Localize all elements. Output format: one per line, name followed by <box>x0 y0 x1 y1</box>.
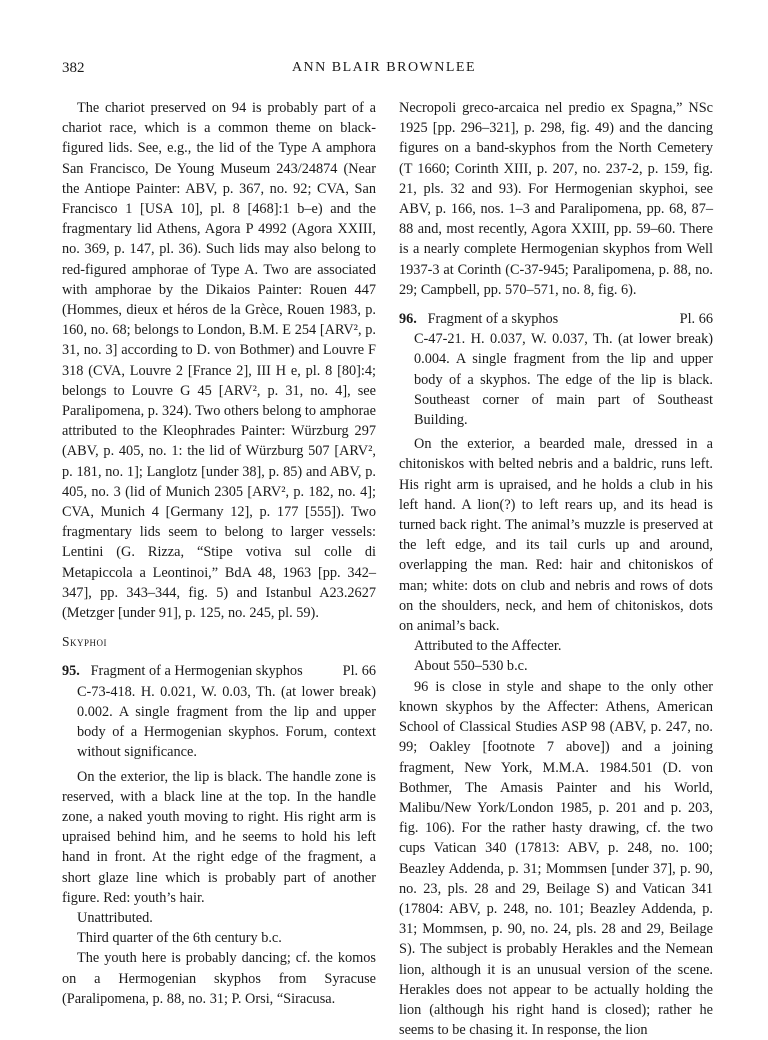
right-column <box>399 98 713 1040</box>
entry-95-number: 95. <box>62 663 80 680</box>
entry-95-catalog: C-73-418. H. 0.021, W. 0.03, Th. (at lower break) 0.002. A single fragment from the lip and upper body of a Hermogenian skyphos. Forum, context without significance. <box>77 683 376 761</box>
page-number: 382 <box>62 60 85 76</box>
left-column <box>62 98 376 1009</box>
entry-96-description: On the exterior, a bearded male, dressed in a chitoniskos with belted nebris and a baldric, runs left. His right arm is upraised, and he holds a club in his left hand. A lion(?) to left rears up, and its head is turned back right. The animal’s muzzle is preserved at the left edge, and its tail curls up and around, overlapping the man. Red: hair and chitoniskos of man; white: dots on club and nebris and rows of dots on the shoulders, neck, and hem of chitoniskos, dots on animal’s back. <box>399 436 713 635</box>
entry-96-label <box>399 309 558 329</box>
entry-95-date: Third quarter of the 6th century b.c. <box>77 930 282 947</box>
entry-96-catalog: C-47-21. H. 0.037, W. 0.037, Th. (at lower break) 0.004. A single fragment from the lip and upper body of a skyphos. The edge of the lip is black. Southeast corner of main part of Southeast Building. <box>414 331 713 429</box>
entry-96-plate: Pl. 66 <box>679 311 713 328</box>
entry-96-date: About 550–530 b.c. <box>414 658 528 675</box>
entry-96-number: 96. <box>399 311 417 328</box>
entry-95-description: On the exterior, the lip is black. The handle zone is reserved, with a black line at the top. In the handle zone, a naked youth moving to right. His right arm is upraised behind him, and he seems to hold his left hand in front. At the right edge of the fragment, a short glaze line which is probably part of another figure. Red: youth’s hair. <box>62 768 376 906</box>
entry-96-heading <box>399 309 713 329</box>
section-heading: Skyphoi <box>62 634 108 650</box>
entry-95-label <box>62 661 303 681</box>
right-continuation: Necropoli greco-arcaica nel predio ex Spagna,” NSc 1925 [pp. 296–321], p. 298, fig. 49) and the dancing figures on a band-skyphos from the North Cemetery (T 1660; Corinth XIII, p. 207, no. 237-2, p. 159, fig. 21, pls. 32 and 93). For Hermogenian skyphoi, see ABV, p. 166, nos. 1–3 and Paralipomena, pp. 68, 87–88 and, most recently, Agora XXIII, pp. 59–60. There is a nearly complete Hermogenian skyphos from Well 1937-3 at Corinth (C-37-945; Paralipomena, p. 88, no. 29; Campbell, pp. 570–571, no. 8, fig. 6). <box>399 100 713 298</box>
running-head: ANN BLAIR BROWNLEE <box>291 60 477 75</box>
entry-96-commentary: 96 is close in style and shape to the only other known skyphos by the Affecter: Athens, American School of Classical Studies ASP 98 (ABV, p. 247, no. 99; Oakley [footnote 7 above]) and a joining fragment, New York, M.M.A. 1984.501 (D. von Bothmer, The Amasis Painter and his World, Malibu/New York/London 1985, p. 201 and p. 203, fig. 106). For the rather hasty drawing, cf. the two cups Vatican 340 (17813: ABV, p. 248, no. 100; Beazley Addenda, p. 31; Mommsen [under 37], p. 90, no. 23, pls. 28 and 29, Beilage S) and Vatican 341 (17804: ABV, p. 248, no. 101; Beazley Addenda, p. 31; Mommsen, p. 90, no. 24, pls. 28 and 29, Beilage S). The subject is probably Herakles and the Nemean lion, although it is an unusual version of the scene. Herakles does not appear to be actually holding the lion (although his right hand is closed); rather he seems to be chasing it. In response, the lion <box>399 678 713 1039</box>
entry-96-title: Fragment of a skyphos <box>427 311 559 328</box>
intro-paragraph: The chariot preserved on 94 is probably part of a chariot race, which is a common theme on black-figured lids. See, e.g., the lid of the Type A amphora San Francisco, De Young Museum 243/24874 (Near the Antiope Painter: ABV, p. 367, no. 92; CVA, San Francisco 1 [USA 10], pl. 8 [468]:1 b–e) and the fragmentary lid Athens, Agora P 4992 (Agora XXIII, no. 369, p. 147, pl. 36). Such lids may also belong to red-figured amphorae of Type A. Two are associated with amphorae by the Dikaios Painter: Rouen 447 (Hommes, dieux et héros de la Grèce, Rouen 1983, p. 160, no. 68; belongs to London, B.M. E 254 [ARV², p. 31, no. 3] according to D. von Bothmer) and Louvre F 318 (CVA, Louvre 2 [France 2], III H e, pl. 8 [80]:4; belongs to Louvre G 45 [ARV², p. 31, no. 4], see Paralipomena, p. 324). Two others belong to amphorae attributed to the Kleophrades Painter: Würzburg 297 (ABV, p. 405, no. 1: the lid of Würzburg 507 [ARV², p. 181, no. 1]; Langlotz [under 38], p. 85) and ABV, p. 405, no. 3 (lid of Munich 2305 [ARV², p. 182, no. 4]; CVA, Munich 4 [Germany 12], p. 177 [555]). Two fragmentary lids seem to belong to larger vessels: Lentini (G. Rizza, “Stipe votiva sul colle di Metapiccola a Leontinoi,” BdA 48, 1963 [pp. 342–347], pp. 343–344, fig. 5) and Istanbul A23.2627 (Metzger [under 91], p. 125, no. 245, pl. 59). <box>62 100 376 622</box>
entry-95-heading <box>62 661 376 681</box>
entry-95-plate: Pl. 66 <box>342 663 376 680</box>
entry-95-attribution: Unattributed. <box>77 909 153 926</box>
entry-96-attribution: Attributed to the Affecter. <box>414 638 562 655</box>
entry-95-title: Fragment of a Hermogenian skyphos <box>90 663 303 680</box>
entry-95-commentary: The youth here is probably dancing; cf. the komos on a Hermogenian skyphos from Syracuse (Paralipomena, p. 88, no. 31; P. Orsi, “Siracusa. <box>62 950 376 1007</box>
